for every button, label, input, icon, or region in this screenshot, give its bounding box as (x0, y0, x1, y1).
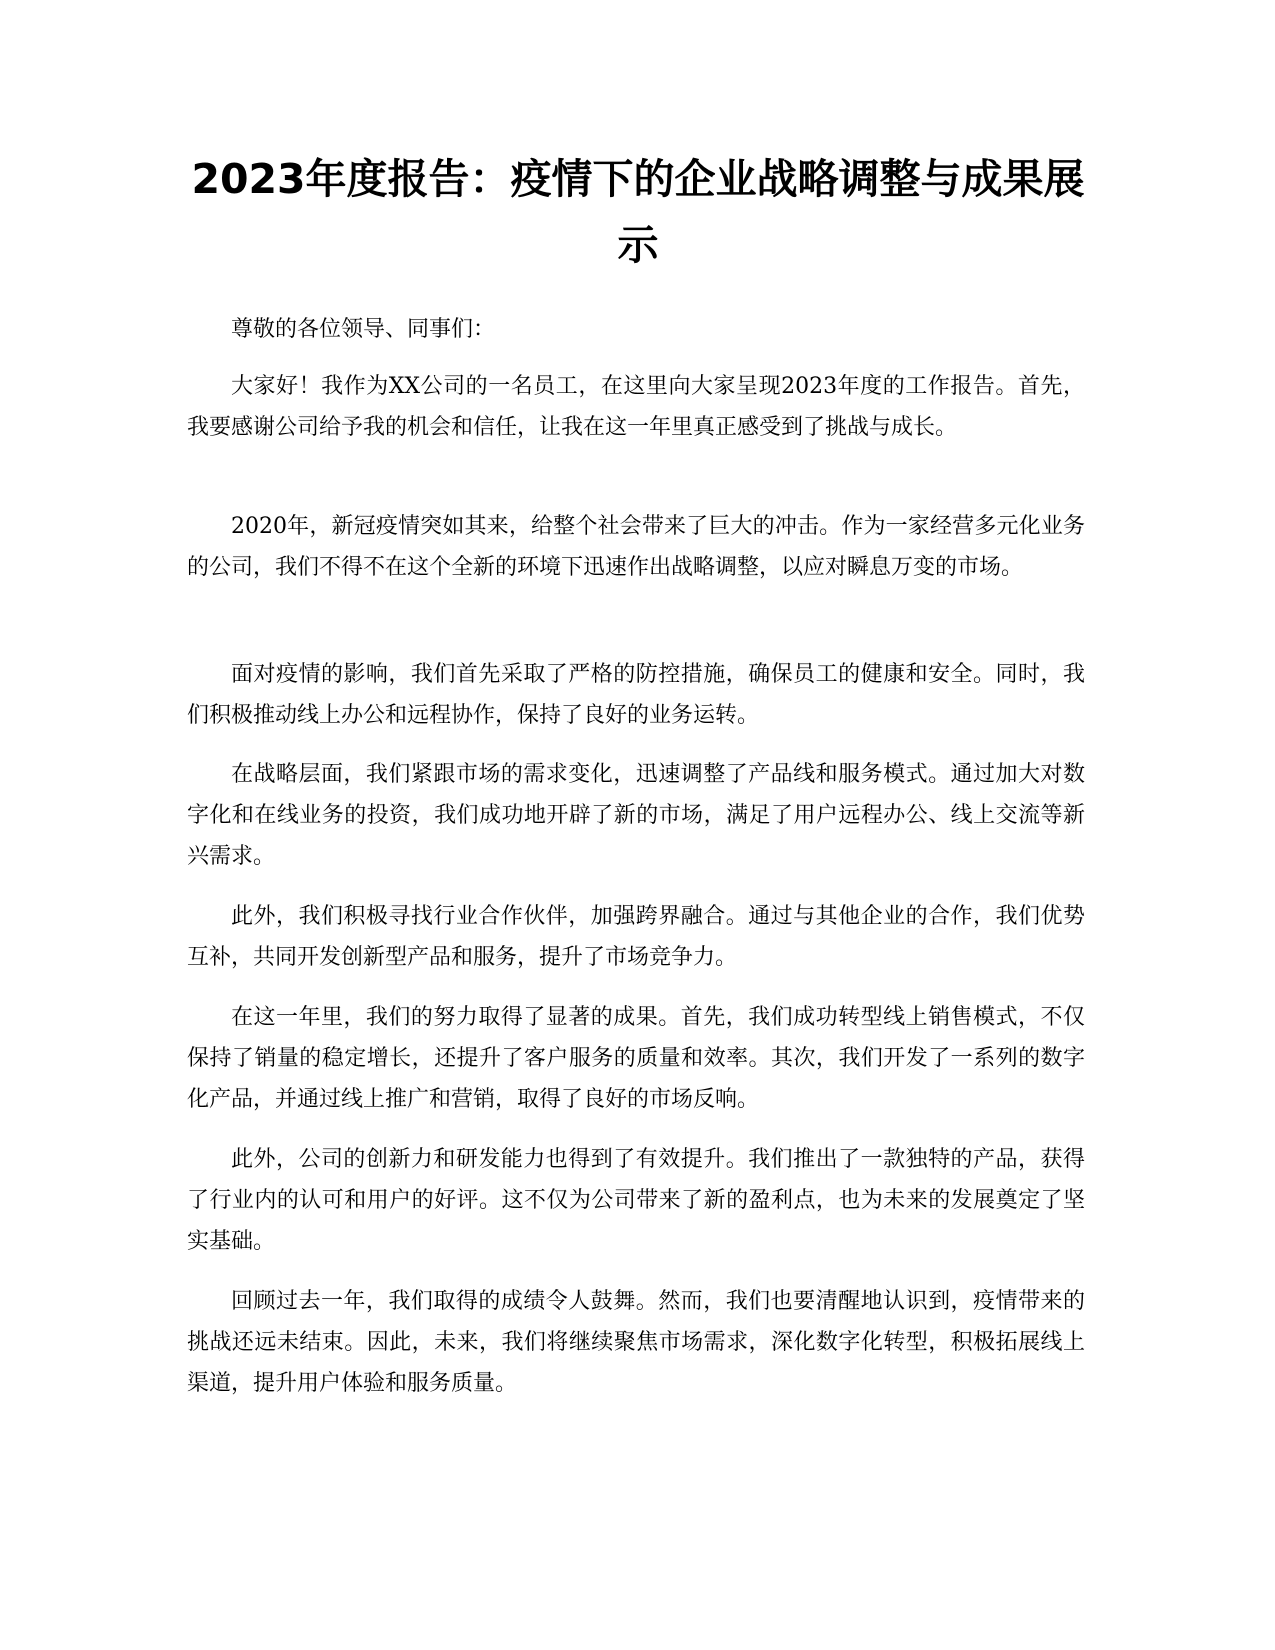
paragraph-partnerships: 此外，我们积极寻找行业合作伙伴，加强跨界融合。通过与其他企业的合作，我们优势互补，共同开发创新型产品和服务，提升了市场竞争力。 (187, 904, 1085, 970)
paragraph-pandemic-impact: 2020年，新冠疫情突如其来，给整个社会带来了巨大的冲击。作为一家经营多元化业务的公司，我们不得不在这个全新的环境下迅速作出战略调整，以应对瞬息万变的市场。 (187, 514, 1085, 580)
paragraph-greeting: 大家好！我作为XX公司的一名员工，在这里向大家呈现2023年度的工作报告。首先，我要感谢公司给予我的机会和信任，让我在这一年里真正感受到了挑战与成长。 (187, 374, 1085, 440)
paragraph-outlook: 回顾过去一年，我们取得的成绩令人鼓舞。然而，我们也要清醒地认识到，疫情带来的挑战还远未结束。因此，未来，我们将继续聚焦市场需求，深化数字化转型，积极拓展线上渠道，提升用户体验和服务质量。 (187, 1289, 1085, 1396)
paragraph-innovation: 此外，公司的创新力和研发能力也得到了有效提升。我们推出了一款独特的产品，获得了行业内的认可和用户的好评。这不仅为公司带来了新的盈利点，也为未来的发展奠定了坚实基础。 (187, 1147, 1085, 1254)
salutation-paragraph: 尊敬的各位领导、同事们： (231, 317, 496, 342)
paragraph-achievements: 在这一年里，我们的努力取得了显著的成果。首先，我们成功转型线上销售模式，不仅保持了销量的稳定增长，还提升了客户服务的质量和效率。其次，我们开发了一系列的数字化产品，并通过线上推广和营销，取得了良好的市场反响。 (187, 1005, 1085, 1112)
paragraph-prevention-measures: 面对疫情的影响，我们首先采取了严格的防控措施，确保员工的健康和安全。同时，我们积极推动线上办公和远程协作，保持了良好的业务运转。 (187, 662, 1085, 728)
paragraph-strategy: 在战略层面，我们紧跟市场的需求变化，迅速调整了产品线和服务模式。通过加大对数字化和在线业务的投资，我们成功地开辟了新的市场，满足了用户远程办公、线上交流等新兴需求。 (187, 762, 1085, 869)
document-title: 2023年度报告：疫情下的企业战略调整与成果展示 (191, 155, 1085, 269)
